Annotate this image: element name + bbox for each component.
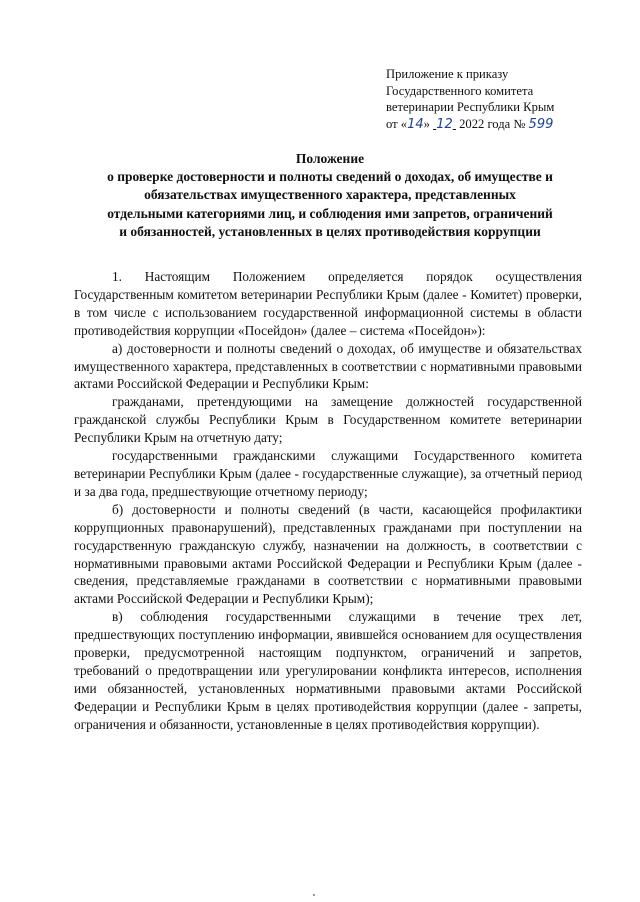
- order-number-field: [529, 117, 554, 131]
- page-mark: [313, 894, 315, 896]
- appendix-date-line: [386, 116, 554, 134]
- document-body: [74, 268, 582, 734]
- date-year: 2022 года №: [455, 116, 529, 131]
- title-line-2: о проверке достоверности и полноты сведений о доходах, об имуществе и: [107, 169, 553, 185]
- paragraph-5: б) достоверности и полноты сведений (в части, касающейся профилактики коррупционных правонарушений), представленных гражданами при поступлении на государственную гражданскую службу, назначении на должность, в соответствии с нормативными правовыми актами Российской Федерации и Республики Крым (далее - сведения, представляемые гражданами в соответствии с нормативными правовыми актами Российской Федерации и Республики Крым);: [74, 501, 582, 607]
- title-line-3: обязательствах имущественного характера, представленных: [144, 187, 516, 203]
- appendix-line-2: Государственного комитета: [386, 83, 534, 98]
- date-day-field: [407, 117, 424, 131]
- document-title: [60, 150, 600, 241]
- handwritten-month: 12: [436, 116, 453, 132]
- paragraph-6: в) соблюдения государственными служащими в течение трех лет, предшествующих поступлению информации, явившейся основанием для осуществления проверки, предусмотренной настоящим подпунктом, ограничений и запретов, требований о предотвращении или урегулировании конфликта интересов, исполнения ими обязанностей, установленных нормативными правовыми актами Российской Федерации и Республики Крым в целях противодействия коррупции (далее - запреты, ограничения и обязанности, установленные в целях противодействия коррупции).: [74, 609, 582, 732]
- appendix-line-1: Приложение к приказу: [386, 67, 509, 81]
- title-line-1: Положение: [295, 151, 365, 166]
- paragraph-1: 1. Настоящим Положением определяется порядок осуществления Государственным комитетом ветеринарии Республики Крым (далее - Комитет) проверки, в том числе с использованием государственной информационной системы в области противодействия коррупции «Посейдон» (далее – система «Посейдон»):: [74, 269, 582, 338]
- date-mid: »: [423, 116, 434, 131]
- paragraph-2: а) достоверности и полноты сведений о доходах, об имуществе и обязательствах имущественного характера, представленных в соответствии с нормативными правовыми актами Российской Федерации и Республики Крым:: [74, 340, 582, 392]
- paragraph-3: гражданами, претендующими на замещение должностей государственной гражданской службы Республики Крым в Государственном комитете ветеринарии Республики Крым на отчетную дату;: [74, 394, 582, 446]
- title-line-4: отдельными категориями лиц, и соблюдения ими запретов, ограничений: [107, 205, 553, 221]
- paragraph-4: государственными гражданскими служащими Государственного комитета ветеринарии Республики Крым (далее - государственные служащие), за отчетный период и за два года, предшествующие отчетному периоду;: [74, 448, 582, 499]
- appendix-line-3: ветеринарии Республики Крым: [386, 100, 555, 115]
- handwritten-order-number: 599: [528, 116, 554, 132]
- date-month-field: [433, 117, 456, 131]
- title-line-5: и обязанностей, установленных в целях противодействия коррупции: [119, 223, 541, 239]
- handwritten-day: 14: [407, 116, 424, 132]
- appendix-header: [386, 66, 554, 133]
- date-prefix: от «: [386, 116, 408, 131]
